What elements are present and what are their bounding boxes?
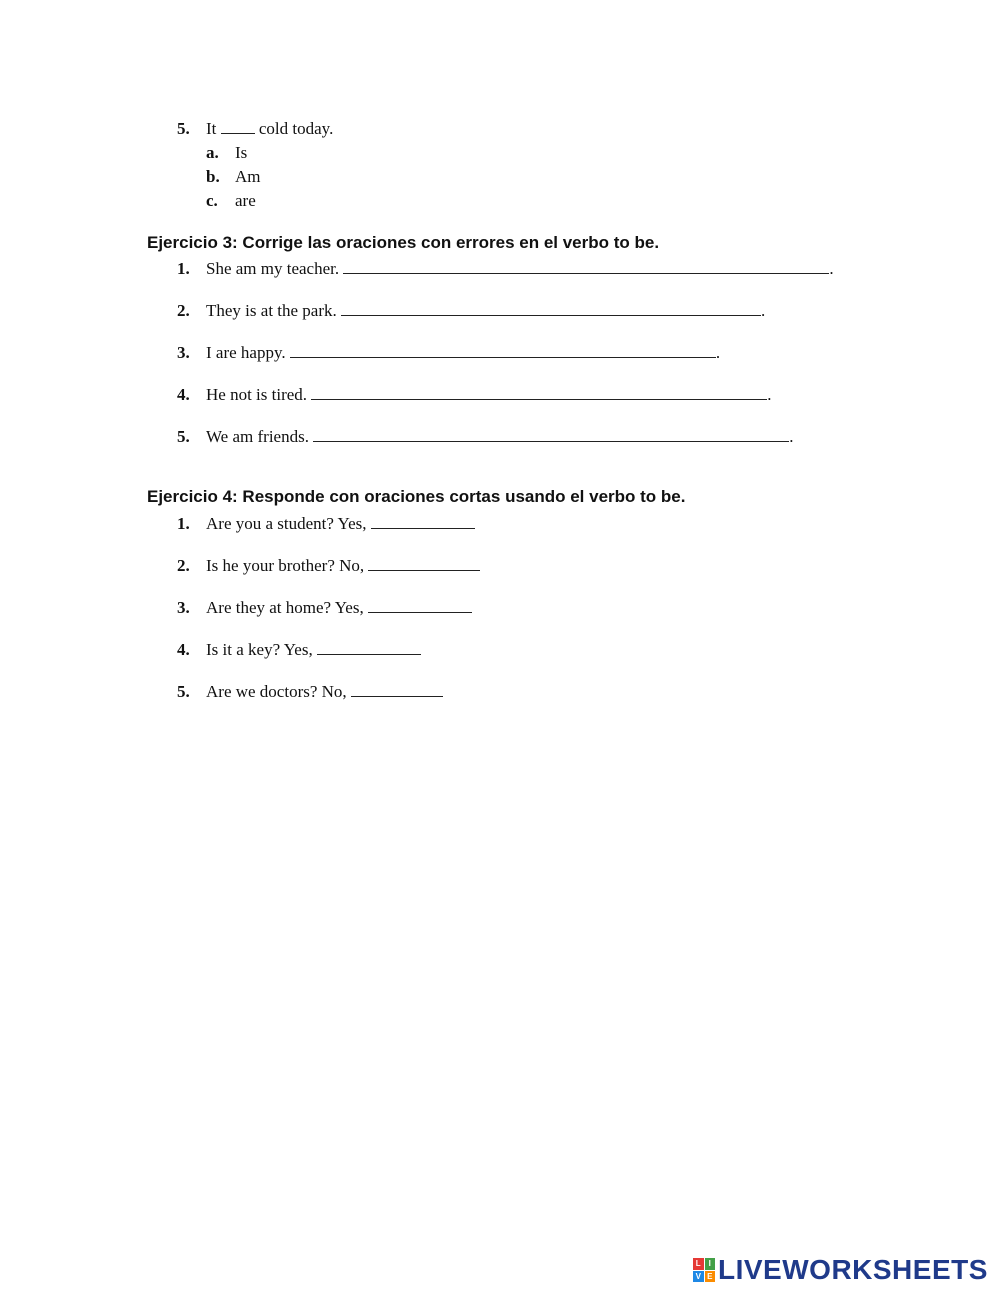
answer-blank[interactable] bbox=[311, 385, 767, 400]
exercise-3-heading: Ejercicio 3: Corrige las oraciones con errores en el verbo to be. bbox=[147, 233, 660, 252]
logo-letter: V bbox=[693, 1271, 704, 1283]
sentence-end: . bbox=[761, 301, 766, 320]
item-text bbox=[206, 513, 475, 535]
answer-blank[interactable] bbox=[341, 301, 761, 316]
option-letter: a. bbox=[206, 143, 219, 162]
item-text bbox=[206, 681, 443, 703]
liveworksheets-logo bbox=[693, 1254, 988, 1286]
question-number: 5. bbox=[177, 119, 190, 138]
answer-blank[interactable] bbox=[351, 682, 443, 697]
answer-blank[interactable] bbox=[371, 514, 475, 529]
question-post: cold today. bbox=[254, 119, 334, 138]
sentence-end: . bbox=[789, 427, 794, 446]
logo-letter: I bbox=[705, 1258, 716, 1270]
sentence: I are happy. bbox=[206, 343, 286, 362]
answer-blank[interactable] bbox=[290, 343, 716, 358]
item-text bbox=[206, 384, 772, 406]
question: Is he your brother? No, bbox=[206, 556, 365, 575]
item-number: 2. bbox=[177, 556, 190, 575]
item-number: 3. bbox=[177, 343, 190, 362]
sentence-end: . bbox=[767, 385, 772, 404]
option-text: Am bbox=[235, 167, 261, 186]
item-number: 5. bbox=[177, 682, 190, 701]
answer-blank[interactable] bbox=[343, 259, 829, 274]
sentence-end: . bbox=[715, 343, 721, 362]
question: Are we doctors? No, bbox=[206, 682, 347, 701]
item-text bbox=[206, 426, 793, 448]
item-number: 4. bbox=[177, 640, 190, 659]
item-text bbox=[206, 555, 480, 577]
item-text bbox=[206, 639, 421, 661]
answer-blank[interactable] bbox=[368, 598, 472, 613]
brand-name: LIVEWORKSHEETS bbox=[718, 1254, 988, 1285]
question: Are you a student? Yes, bbox=[206, 514, 367, 533]
option-letter: c. bbox=[206, 191, 218, 210]
item-number: 3. bbox=[177, 598, 190, 617]
answer-blank[interactable] bbox=[317, 640, 421, 655]
option-text: Is bbox=[235, 143, 248, 162]
option-text: are bbox=[235, 191, 256, 210]
item-number: 5. bbox=[177, 427, 190, 446]
sentence: We am friends. bbox=[206, 427, 309, 446]
answer-blank[interactable] bbox=[221, 119, 255, 134]
item-number: 2. bbox=[177, 301, 190, 320]
item-number: 1. bbox=[177, 259, 190, 278]
sentence: She am my teacher. bbox=[206, 259, 340, 278]
question: Is it a key? Yes, bbox=[206, 640, 313, 659]
item-text bbox=[206, 258, 834, 280]
question: Are they at home? Yes, bbox=[206, 598, 364, 617]
question-text bbox=[206, 118, 333, 140]
logo-icon bbox=[693, 1258, 715, 1282]
logo-letter: E bbox=[705, 1271, 716, 1283]
item-number: 4. bbox=[177, 385, 190, 404]
sentence: He not is tired. bbox=[206, 385, 308, 404]
exercise-4-heading: Ejercicio 4: Responde con oraciones cortas usando el verbo to be. bbox=[147, 487, 686, 506]
sentence: They is at the park. bbox=[206, 301, 337, 320]
item-text bbox=[206, 597, 472, 619]
answer-blank[interactable] bbox=[313, 427, 789, 442]
answer-blank[interactable] bbox=[368, 556, 480, 571]
option-letter: b. bbox=[206, 167, 220, 186]
logo-letter: L bbox=[693, 1258, 704, 1270]
sentence-end: . bbox=[829, 259, 834, 278]
item-text bbox=[206, 342, 720, 364]
item-number: 1. bbox=[177, 514, 190, 533]
item-text bbox=[206, 300, 765, 322]
question-pre: It bbox=[206, 119, 221, 138]
